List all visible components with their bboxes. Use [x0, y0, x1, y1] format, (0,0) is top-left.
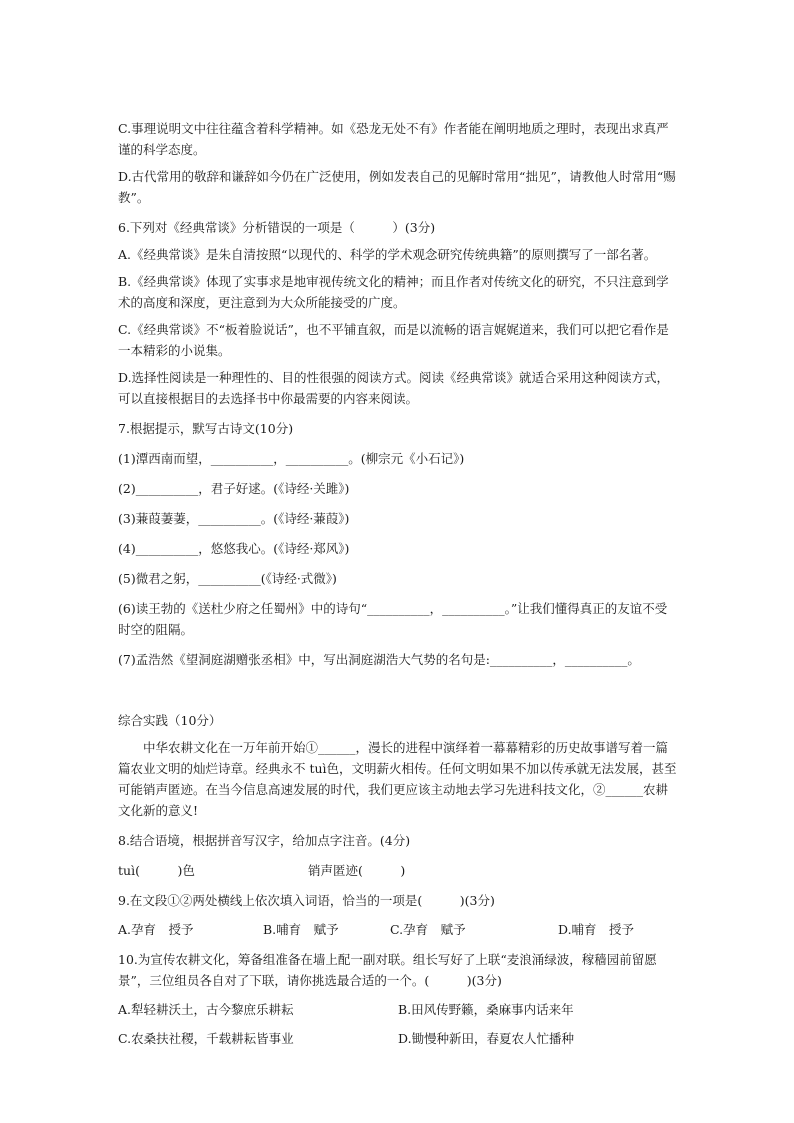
section-title: 综合实践（10分）: [118, 713, 222, 728]
q7-stem: 7.根据提示，默写古诗文(10分): [118, 421, 294, 436]
q7-item: (2)__________，君子好逑。(《诗经·关雎》): [118, 481, 350, 496]
q6-option-b: B.《经典常谈》体现了实事求是地审视传统文化的精神；而且作者对传统文化的研究，不只注意到学术的高度和深度，更注意到为大众所能接受的广度。: [118, 274, 669, 310]
q8-pinyin-blank: tuì( )色: [118, 863, 195, 878]
q10-options-row2: [118, 1028, 678, 1049]
q5-option-d: D.古代常用的敬辞和谦辞如今仍在广泛使用，例如发表自己的见解时常用“拙见”，请教他人时常用“赐教”。: [118, 169, 676, 205]
q7-item: (5)微君之躬，__________(《诗经·式微》): [118, 571, 337, 586]
q10-options-row1: [118, 999, 678, 1020]
q6-option-a: A.《经典常谈》是朱自清按照“以现代的、科学的学术观念研究传统典籍”的原则撰写了一部名著。: [118, 247, 657, 262]
q10-option-a: A.犁轻耕沃土，古今黎庶乐耕耘: [118, 1002, 294, 1017]
q8-annotation-blank: 销声匿迹( ): [308, 863, 406, 878]
exam-page: [118, 118, 678, 1049]
q7-item: (6)读王勃的《送杜少府之任蜀州》中的诗句“__________，__________。”让我们懂得真正的友谊不受时空的阻隔。: [118, 601, 668, 637]
section-passage: 中华农耕文化在一万年前开始①______，漫长的进程中演绎着一幕幕精彩的历史故事谱写着一篇篇农业文明的灿烂诗章。经典永不 tuì色，文明薪火相传。任何文明如果不加以传承就无法发展，甚至可能销声匿迹。在当今信息高速发展的时代，我们更应该主动地去学习先进科技文化，②______农耕文化新的意义!: [118, 740, 677, 818]
q10-option-b: B.田风传野籁，桑麻事内话来年: [398, 1002, 574, 1017]
q9-options: [118, 919, 678, 940]
q9-stem: 9.在文段①②两处横线上依次填入词语，恰当的一项是( )(3分): [118, 893, 495, 908]
q7-item: (1)潭西南而望，__________，__________。(柳宗元《小石记》): [118, 451, 465, 466]
q6-option-d: D.选择性阅读是一种理性的、目的性很强的阅读方式。阅读《经典常谈》就适合采用这种阅读方式，可以直接根据目的去选择书中你最需要的内容来阅读。: [118, 370, 670, 406]
q10-stem: 10.为宣传农耕文化，筹备组准备在墙上配一副对联。组长写好了上联“麦浪涌绿波，稼穑园前留愿景”，三位组员各自对了下联，请你挑选最合适的一个。( )(3分): [118, 952, 657, 988]
q10-option-c: C.农桑扶社稷，千载耕耘皆事业: [118, 1031, 294, 1046]
q6-option-c: C.《经典常谈》不“板着脸说话”，也不平铺直叙，而是以流畅的语言娓娓道来，我们可以把它看作是一本精彩的小说集。: [118, 322, 669, 358]
q10-option-d: D.锄慢种新田，春夏农人忙播种: [398, 1031, 575, 1046]
q7-item: (7)孟浩然《望洞庭湖赠张丞相》中，写出洞庭湖浩大气势的名句是:__________，__________。: [118, 652, 640, 667]
q8-stem: 8.结合语境，根据拼音写汉字，给加点字注音。(4分): [118, 833, 411, 848]
q7-item: (3)蒹葭萋萋，__________。(《诗经·蒹葭》): [118, 511, 350, 526]
q9-option-c: C.孕育 赋予: [390, 922, 466, 937]
q7-item: (4)__________，悠悠我心。(《诗经·郑风》): [118, 541, 350, 556]
q8-answers: [118, 860, 678, 881]
q6-stem: 6.下列对《经典常谈》分析错误的一项是（ ）(3分): [118, 220, 436, 235]
q5-option-c: C.事理说明文中往往蕴含着科学精神。如《恐龙无处不有》作者能在阐明地质之理时，表现出求真严谨的科学态度。: [118, 121, 669, 157]
q9-option-d: D.哺育 授予: [558, 922, 635, 937]
q9-option-b: B.哺育 赋予: [263, 922, 339, 937]
q9-option-a: A.孕育 授予: [118, 922, 194, 937]
